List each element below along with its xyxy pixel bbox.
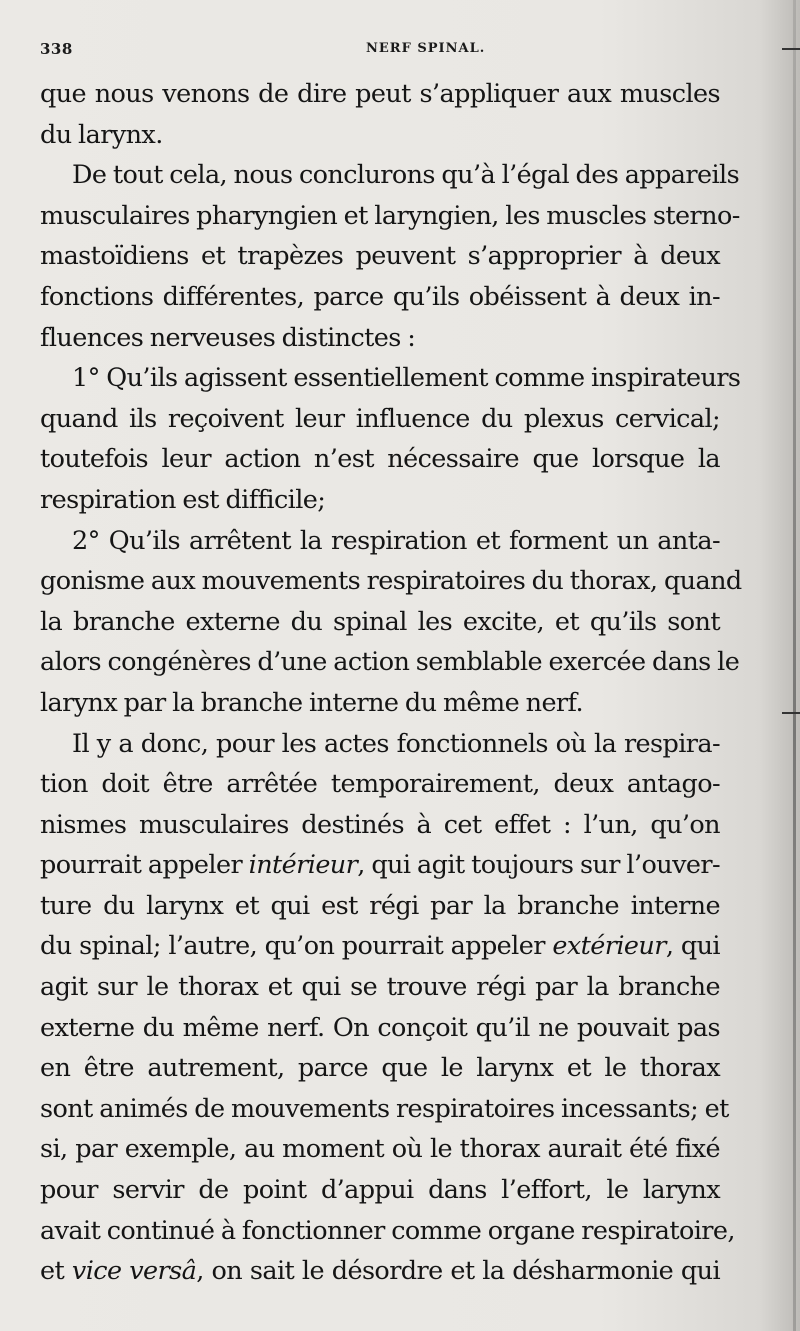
text-line: respiration est difficile; <box>40 484 326 515</box>
text-line: externe du même nerf. On conçoit qu’il ne pouvait pas <box>40 1012 720 1043</box>
text-line: si, par exemple, au moment où le thorax aurait été fixé <box>40 1134 720 1165</box>
edge-mark <box>782 712 800 714</box>
page-edge-shadow <box>793 0 796 1331</box>
text-line: alors congénères d’une action semblable exercée dans le <box>40 647 740 678</box>
text-line: fluences nerveuses distinctes : <box>40 322 416 353</box>
text-line: la branche externe du spinal les excite, et qu’ils sont <box>40 606 720 637</box>
text-line: quand ils reçoivent leur influence du plexus cervical; <box>40 403 720 434</box>
text-line: musculaires pharyngien et laryngien, les muscles sterno- <box>40 200 740 231</box>
text-line: toutefois leur action n’est nécessaire que lorsque la <box>40 444 720 475</box>
page-header <box>40 40 722 64</box>
text-line: pourrait appeler intérieur, qui agit toujours sur l’ouver- <box>40 850 720 881</box>
text-line: tion doit être arrêtée temporairement, deux antago- <box>40 769 720 800</box>
text-line: que nous venons de dire peut s’appliquer aux muscles <box>40 79 720 109</box>
text-line: du larynx. <box>40 119 163 150</box>
text-line: et vice versâ, on sait le désordre et la désharmonie qui <box>40 1256 720 1287</box>
text-line: larynx par la branche interne du même nerf. <box>40 687 583 718</box>
text-line: ture du larynx et qui est régi par la branche interne <box>40 890 720 921</box>
page-number: 338 <box>40 40 73 58</box>
italic-term: extérieur <box>552 931 666 962</box>
paragraph-first-line: Il y a donc, pour les actes fonctionnels où la respira- <box>72 728 720 759</box>
text-line: mastoïdiens et trapèzes peuvent s’approprier à deux <box>40 241 720 272</box>
text-line: agit sur le thorax et qui se trouve régi par la branche <box>40 972 720 1003</box>
body-text <box>40 74 742 1292</box>
text-line: sont animés de mouvements respiratoires incessants; et <box>40 1093 729 1124</box>
paragraph-first-line: De tout cela, nous conclurons qu’à l’égal des appareils <box>72 160 740 191</box>
text-line: gonisme aux mouvements respiratoires du thorax, quand <box>40 566 742 597</box>
text-line: fonctions différentes, parce qu’ils obéissent à deux in- <box>40 281 720 312</box>
italic-term: intérieur <box>248 850 358 881</box>
text-line: nismes musculaires destinés à cet effet : l’un, qu’on <box>40 809 720 840</box>
italic-term: vice versâ <box>71 1256 197 1287</box>
text-line: en être autrement, parce que le larynx et le thorax <box>40 1053 720 1084</box>
running-head: NERF SPINAL. <box>366 41 486 56</box>
text-line: pour servir de point d’appui dans l’effort, le larynx <box>40 1175 720 1206</box>
list-item-2-first-line: 2° Qu’ils arrêtent la respiration et forment un anta- <box>72 525 720 556</box>
text-line: du spinal; l’autre, qu’on pourrait appeler extérieur, qui <box>40 931 720 962</box>
text-line: avait continué à fonctionner comme organe respiratoire, <box>40 1215 735 1246</box>
list-item-1-first-line: 1° Qu’ils agissent essentiellement comme inspirateurs <box>72 363 741 394</box>
edge-mark <box>782 48 800 50</box>
